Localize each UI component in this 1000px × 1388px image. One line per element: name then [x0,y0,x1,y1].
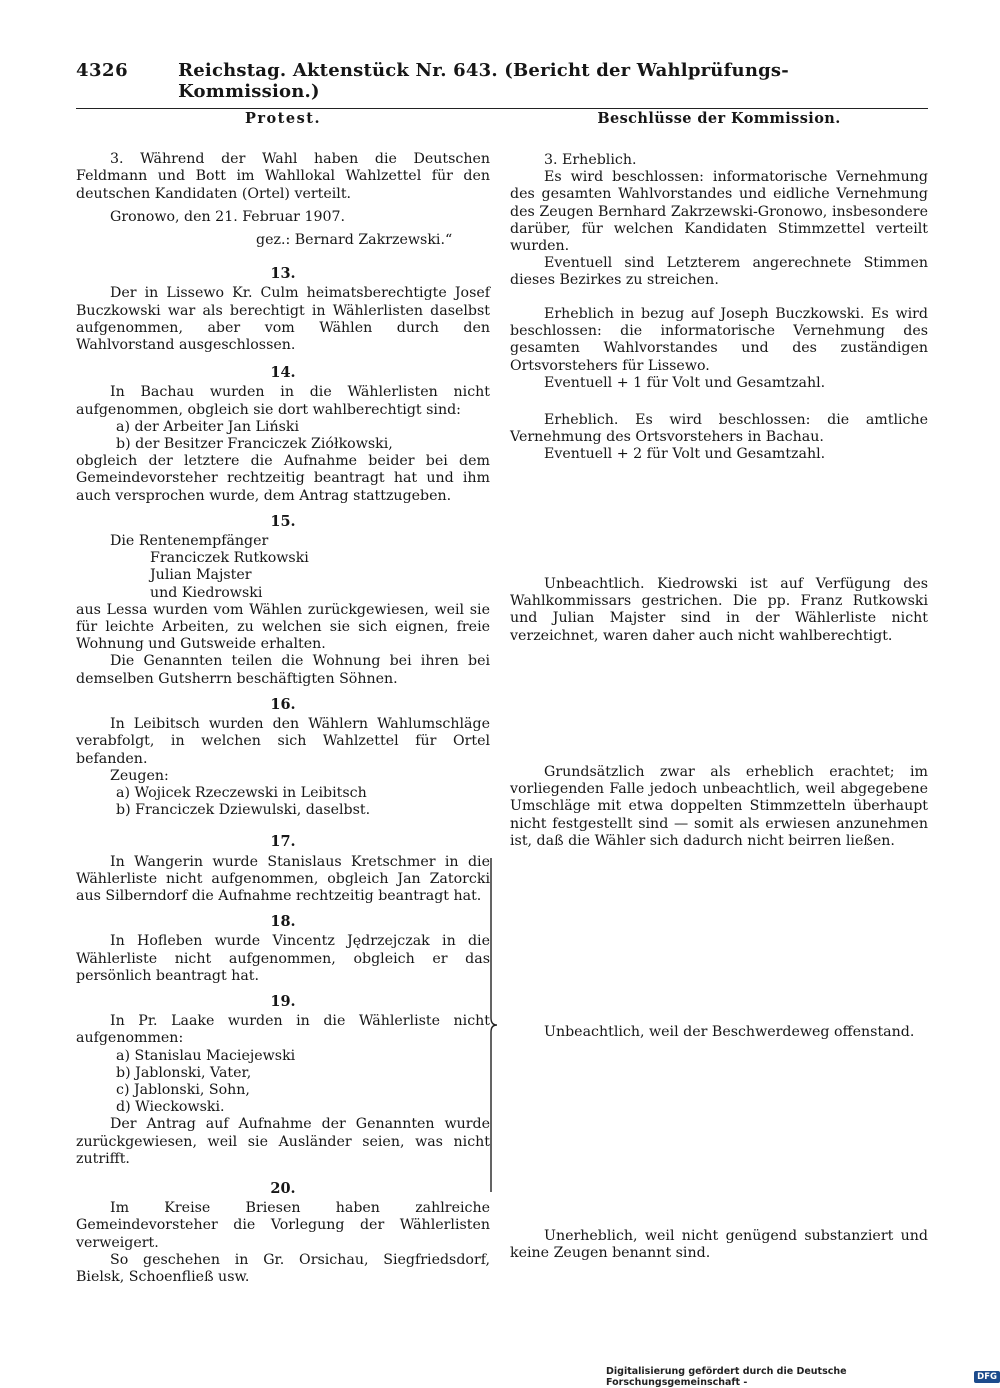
decision-13-text-2: Eventuell + 1 für Volt und Gesamtzahl. [544,374,826,391]
protest-19-item-d: d) Wieckowski. [116,1099,225,1116]
protest-20-text-2: So geschehen in Gr. Orsichau, Siegfriedsdorf, Bielsk, Schoenfließ usw. [76,1251,490,1285]
protest-15-intro: Die Rentenempfänger [110,533,269,550]
item-number-20: 20. [270,1179,296,1197]
item-number-16: 16. [270,695,296,713]
protest-15-text-2: Die Genannten teilen die Wohnung bei ihren bei demselben Gutsherrn beschäftigten Söhnen. [76,653,490,687]
decision-17-19-text: Unbeachtlich, weil der Beschwerdeweg offenstand. [544,1024,915,1040]
protest-19-item-c: c) Jablonski, Sohn, [116,1081,250,1098]
protest-15-text: aus Lessa wurden vom Wählen zurückgewiesen, weil sie für leichte Arbeiten, zu welchen sie sich eignen, freie Wohnung und Gutsweide erhalten. [76,601,490,653]
protest-19-item-b: b) Jablonski, Vater, [116,1064,252,1081]
protest-14-item-b: b) der Besitzer Franciczek Ziółkowski, [116,436,393,453]
protest-16-witness-a: a) Wojicek Rzeczewski in Leibitsch [116,784,367,801]
running-title: Reichstag. Aktenstück Nr. 643. (Bericht der Wahlprüfungs-Kommission.) [178,60,789,102]
item-number-15: 15. [270,512,296,530]
protest-3-signature: gez.: Bernard Zakrzewski.“ [256,232,453,249]
item-number-17: 17. [270,833,296,851]
decision-17-19 [510,1024,928,1041]
decision-14 [510,412,928,464]
decision-13-text: Erheblich in bezug auf Joseph Buczkowski. Es wird beschlossen: die informatorische Vernehmung des gesamten Wahlvorstandes und des zuständigen Ortsvorstehers für Lissewo. [510,306,928,374]
footer-text: Digitalisierung gefördert durch die Deutsche Forschungsgemeinschaft - [606,1366,847,1388]
protest-16-text: In Leibitsch wurden den Wählern Wahlumschläge verabfolgt, in welchen sich Wahlzettel für Ortel befanden. [76,716,490,767]
item-number-13: 13. [270,265,296,283]
protest-17-text: In Wangerin wurde Stanislaus Kretschmer in die Wählerliste nicht aufgenommen, obgleich Jan Zatorcki aus Silberndorf die Aufnahme rechtzeitig beantragt hat. [76,853,490,904]
decision-3-text: Es wird beschlossen: informatorische Vernehmung des gesamten Wahlvorstandes und eidliche Vernehmung des Zeugen Bernhard Zakrzewski-Gronowo, insbesondere darüber, für welchen Kandidaten Stimmzettel verteilt wurden. [510,169,928,255]
protest-19-item-a: a) Stanislau Maciejewski [116,1047,296,1064]
decision-16-text: Grundsätzlich zwar als erheblich erachtet; im vorliegenden Falle jedoch unbeachtlich, weil abgegebene Umschläge mit etwa doppelten Stimmzetteln überhaupt nicht festgestellt sind — somit als erwiesen anzunehmen ist, daß die Wähler sich dadurch nicht beirren ließen. [510,764,928,849]
item-number-19: 19. [270,992,296,1010]
protest-14-text: In Bachau wurden in die Wählerlisten nicht aufgenommen, obgleich sie dort wahlberechtigt sind: [76,384,490,418]
decision-16 [510,764,928,850]
page-header [76,60,928,109]
page-number: 4326 [76,60,129,81]
item-number-14: 14. [270,364,296,382]
protest-heading: Protest. [244,110,322,127]
protest-14-continuation: obgleich der letztere die Aufnahme beider bei dem Gemeindevorsteher rechtzeitig beantragt hat und ihm auch versprochen wurde, dem Antrag stattzugeben. [76,453,490,504]
dfg-logo: DFG [974,1371,1000,1383]
decision-3 [510,152,928,290]
decisions-column [510,110,928,151]
protest-19-text-2: Der Antrag auf Aufnahme der Genannten wurde zurückgewiesen, weil sie Ausländer seien, was nicht zutrifft. [76,1116,490,1167]
decision-3-text-2: Eventuell sind Letzterem angerechnete Stimmen dieses Bezirkes zu streichen. [510,255,928,289]
decision-14-text: Erheblich. Es wird beschlossen: die amtliche Vernehmung des Ortsvorstehers in Bachau. [510,412,928,446]
decision-20-text: Unerheblich, weil nicht genügend substanziert und keine Zeugen benannt sind. [510,1228,928,1262]
protest-3-place-date: Gronowo, den 21. Februar 1907. [110,208,346,225]
decision-3-verdict: 3. Erheblich. [544,152,637,168]
grouping-brace [488,858,500,1192]
protest-13-text: Der in Lissewo Kr. Culm heimatsberechtigte Josef Buczkowski war als berechtigt in Wählerlisten daselbst aufgenommen, aber vom Wählen durch den Wahlvorstand ausgeschlossen. [76,285,490,354]
decisions-heading: Beschlüsse der Kommission. [597,110,841,127]
protest-20-text: Im Kreise Briesen haben zahlreiche Gemeindevorsteher die Vorlegung der Wählerlisten verweigert. [76,1200,490,1251]
protest-15-name-3: und Kiedrowski [150,584,263,601]
funding-footer [606,1366,1000,1388]
decision-15-text: Unbeachtlich. Kiedrowski ist auf Verfügung des Wahlkommissars gestrichen. Die pp. Franz Rutkowski und Julian Majster sind in der Wählerliste nicht verzeichnet, waren daher auch nicht wahlberechtigt. [510,576,928,644]
protest-16-witness-b: b) Franciczek Dziewulski, daselbst. [116,802,371,819]
protest-16-witnesses-label: Zeugen: [110,767,169,784]
decision-20 [510,1228,928,1262]
decision-13 [510,306,928,392]
protest-column [76,110,490,1286]
decision-14-text-2: Eventuell + 2 für Volt und Gesamtzahl. [544,446,826,463]
decision-15 [510,576,928,645]
protest-14-item-a: a) der Arbeiter Jan Liński [116,418,300,435]
protest-18-text: In Hofleben wurde Vincentz Jędrzejczak in die Wählerliste nicht aufgenommen, obgleich er das persönlich beantragt hat. [76,933,490,984]
protest-15-name-2: Julian Majster [150,567,252,584]
protest-3-text: 3. Während der Wahl haben die Deutschen Feldmann und Bott im Wahllokal Wahlzettel für den deutschen Kandidaten (Ortel) verteilt. [76,151,490,202]
protest-19-text: In Pr. Laake wurden in die Wählerliste nicht aufgenommen: [76,1013,490,1047]
protest-15-name-1: Franciczek Rutkowski [150,550,309,567]
item-number-18: 18. [270,913,296,931]
